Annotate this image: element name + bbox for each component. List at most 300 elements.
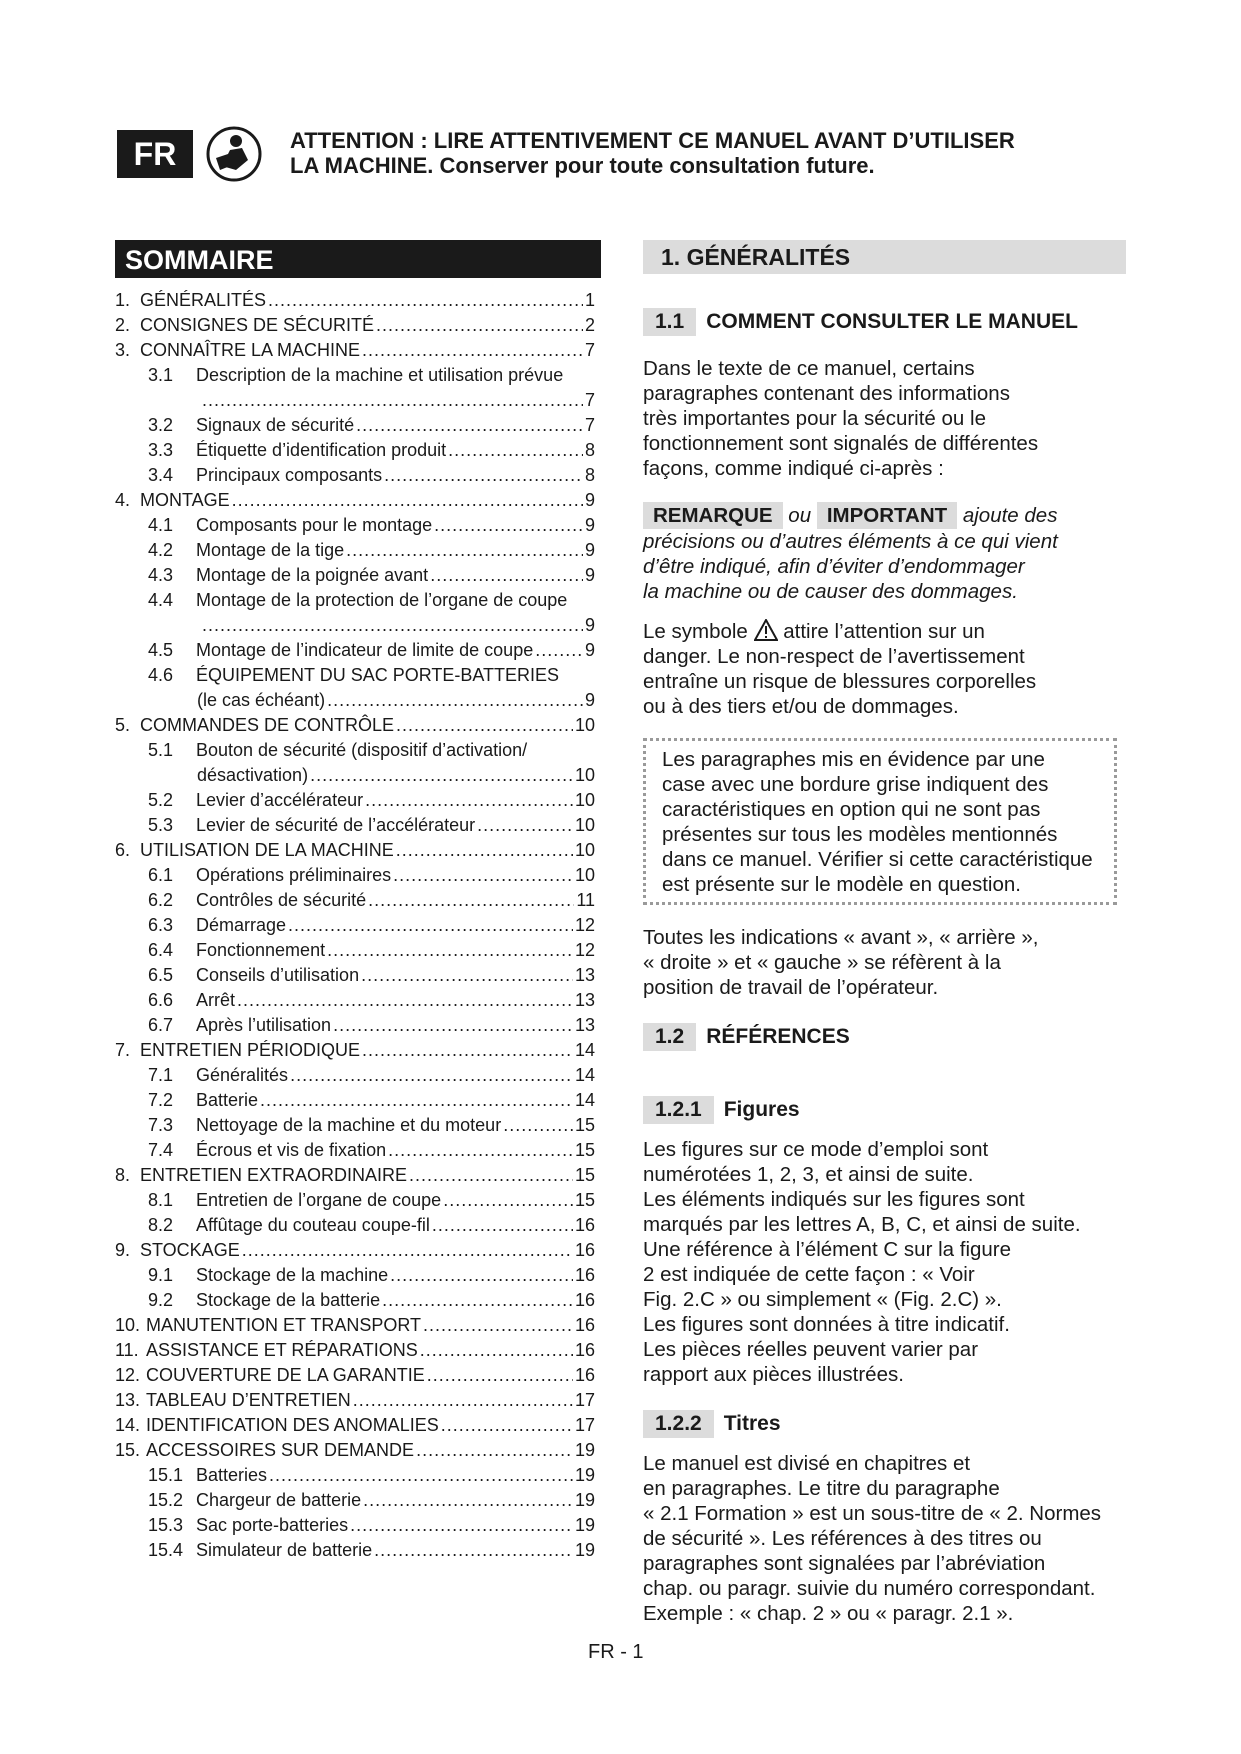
warning-header [290, 128, 1015, 178]
toc-leader-dots [365, 788, 573, 813]
toc-page: 13 [574, 1015, 595, 1035]
toc-leader-dots [388, 1138, 573, 1163]
toc-page: 16 [574, 1340, 595, 1360]
page-number: FR - 1 [588, 1641, 644, 1663]
toc-page: 12 [574, 915, 595, 935]
toc-page: 15 [574, 1140, 595, 1160]
text-line: Les figures sur ce mode d’emploi sont [643, 1138, 989, 1161]
toc-entry[interactable] [115, 1013, 595, 1038]
toc-number: 4.2 [148, 540, 174, 560]
text-line: précisions ou d’autres éléments à ce qui vient [643, 530, 1058, 553]
toc-label: ENTRETIEN PÉRIODIQUE [140, 1040, 361, 1060]
toc-entry[interactable] [115, 788, 595, 813]
text-line: Le manuel est divisé en chapitres et [643, 1452, 971, 1475]
read-manual-icon [206, 126, 262, 182]
section-title: Figures [723, 1098, 800, 1121]
text-line: Les paragraphes mis en évidence par une [662, 748, 1045, 771]
toc-entry[interactable] [115, 538, 595, 563]
toc-page: 7 [584, 390, 595, 410]
toc-page: 2 [584, 315, 595, 335]
toc-page: 13 [574, 965, 595, 985]
toc-label: MANUTENTION ET TRANSPORT [146, 1315, 422, 1335]
toc-label: Stockage de la batterie [196, 1290, 381, 1310]
toc-label: Contrôles de sécurité [196, 890, 367, 910]
toc-label: ÉQUIPEMENT DU SAC PORTE-BATTERIES [196, 665, 560, 685]
toc-entry[interactable] [115, 1438, 595, 1463]
toc-entry[interactable] [115, 463, 595, 488]
text-line: paragraphes contenant des informations [643, 382, 1010, 405]
toc-number: 8. [115, 1165, 131, 1185]
toc-entry[interactable] [115, 338, 595, 363]
toc-leader-dots [448, 438, 583, 463]
toc-number: 6.7 [148, 1015, 174, 1035]
toc-page: 9 [584, 565, 595, 585]
text-line: paragraphes sont signalées par l’abréviation [643, 1552, 1046, 1575]
toc-number: 15. [115, 1440, 141, 1460]
toc-label: Affûtage du couteau coupe-fil [196, 1215, 430, 1235]
toc-number: 4.1 [148, 515, 174, 535]
intro-paragraph [643, 356, 1129, 481]
toc-label: Après l’utilisation [196, 1015, 332, 1035]
toc-leader-dots [420, 1338, 573, 1363]
text-line: Exemple : « chap. 2 » ou « paragr. 2.1 ». [643, 1602, 1014, 1625]
toc-number: 5.2 [148, 790, 174, 810]
toc-label: IDENTIFICATION DES ANOMALIES [146, 1415, 439, 1435]
toc-leader-dots [423, 1313, 573, 1338]
toc-page: 16 [574, 1290, 595, 1310]
toc-leader-dots [356, 413, 583, 438]
toc-leader-dots [443, 1188, 573, 1213]
text-line: Toutes les indications « avant », « arrière », [643, 926, 1039, 949]
toc-entry[interactable] [115, 1313, 595, 1338]
toc-entry[interactable] [115, 1038, 595, 1063]
toc-entry[interactable] [115, 913, 595, 938]
toc-entry[interactable] [115, 663, 595, 688]
toc-page: 9 [584, 640, 595, 660]
toc-label: Bouton de sécurité (dispositif d’activation/ [196, 740, 528, 760]
toc-entry[interactable] [115, 563, 595, 588]
toc-number: 7.3 [148, 1115, 174, 1135]
figures-paragraph [643, 1137, 1129, 1387]
or-word: ou [788, 504, 812, 527]
toc-number: 3.1 [148, 365, 174, 385]
language-code: FR [133, 135, 177, 172]
toc-entry[interactable] [115, 1238, 595, 1263]
toc-page: 14 [574, 1090, 595, 1110]
toc-leader-dots [327, 938, 573, 963]
toc-number: 7.4 [148, 1140, 174, 1160]
toc-page: 7 [584, 415, 595, 435]
toc-entry[interactable] [115, 1163, 595, 1188]
text-line: fonctionnement sont signalés de différentes [643, 432, 1039, 455]
toc-entry[interactable] [115, 388, 595, 413]
toc-label: Composants pour le montage [196, 515, 433, 535]
toc-entry[interactable] [115, 1288, 595, 1313]
section-1-2-heading [643, 1023, 850, 1051]
toc-number: 6.5 [148, 965, 174, 985]
text-line: Les éléments indiqués sur les figures sont [643, 1188, 1025, 1211]
toc-label: Levier de sécurité de l’accélérateur [196, 815, 476, 835]
toc-label: Chargeur de batterie [196, 1490, 362, 1510]
toc-entry[interactable] [115, 1488, 595, 1513]
toc-number: 7. [115, 1040, 131, 1060]
toc-leader-dots [382, 1288, 573, 1313]
toc-page: 9 [584, 515, 595, 535]
toc-label: Principaux composants [196, 465, 383, 485]
toc-number: 15.1 [148, 1465, 184, 1485]
toc-page: 9 [584, 690, 595, 710]
toc-label: Description de la machine et utilisation prévue [196, 365, 564, 385]
text-line: « 2.1 Formation » est un sous-titre de « 2. Normes [643, 1502, 1102, 1525]
toc-entry[interactable] [115, 963, 595, 988]
toc-label: Montage de l’indicateur de limite de coupe [196, 640, 534, 660]
toc-page: 1 [584, 290, 595, 310]
symbol-suffix: attire l’attention sur un [783, 620, 985, 643]
toc-label: COMMANDES DE CONTRÔLE [140, 715, 395, 735]
text-line: danger. Le non-respect de l’avertissement [643, 645, 1025, 668]
toc-page: 16 [574, 1215, 595, 1235]
toc-label: Conseils d’utilisation [196, 965, 360, 985]
toc-entry[interactable] [115, 1413, 595, 1438]
text-line: très importantes pour la sécurité ou le [643, 407, 986, 430]
toc-label: Montage de la tige [196, 540, 345, 560]
toc-number: 7.2 [148, 1090, 174, 1110]
toc-entry[interactable] [115, 1463, 595, 1488]
toc-page: 13 [574, 990, 595, 1010]
toc-number: 9.2 [148, 1290, 174, 1310]
toc-entry[interactable] [115, 713, 595, 738]
toc-entry[interactable] [115, 638, 595, 663]
toc-entry[interactable] [115, 988, 595, 1013]
toc-entry[interactable] [115, 888, 595, 913]
toc-entry[interactable] [115, 1088, 595, 1113]
toc-page: 10 [574, 790, 595, 810]
toc-number: 8.2 [148, 1215, 174, 1235]
toc-label: Stockage de la machine [196, 1265, 389, 1285]
remarque-label: REMARQUE [643, 502, 783, 529]
toc-leader-dots [260, 1088, 573, 1113]
symbol-prefix: Le symbole [643, 620, 748, 643]
section-number: 1.1 [643, 308, 696, 336]
toc-entry[interactable] [115, 1388, 595, 1413]
toc-entry[interactable] [115, 288, 595, 313]
toc-page: 17 [574, 1415, 595, 1435]
toc-entry[interactable] [115, 1363, 595, 1388]
text-line: Les pièces réelles peuvent varier par [643, 1338, 979, 1361]
toc-leader-dots [416, 1438, 573, 1463]
text-line: est présente sur le modèle en question. [662, 873, 1021, 896]
toc-entry[interactable] [115, 1138, 595, 1163]
toc-number: 3. [115, 340, 131, 360]
text-line: rapport aux pièces illustrées. [643, 1363, 904, 1386]
text-line: Les figures sont données à titre indicatif. [643, 1313, 1010, 1336]
toc-leader-dots [362, 1038, 573, 1063]
position-paragraph [643, 925, 1129, 1000]
toc-number: 4. [115, 490, 131, 510]
text-line: case avec une bordure grise indiquent des [662, 773, 1049, 796]
toc-label: MONTAGE [140, 490, 230, 510]
important-label: IMPORTANT [817, 502, 957, 529]
toc-page: 19 [574, 1490, 595, 1510]
text-line: de sécurité ». Les références à des titres ou [643, 1527, 1042, 1550]
toc-label: ENTRETIEN EXTRAORDINAIRE [140, 1165, 408, 1185]
toc-leader-dots [363, 1488, 573, 1513]
section-1-heading [643, 240, 1126, 274]
toc-title: SOMMAIRE [125, 245, 274, 275]
toc-leader-dots [327, 688, 583, 713]
toc-leader-dots [393, 863, 573, 888]
warning-line-2: LA MACHINE. Conserver pour toute consultation future. [290, 153, 875, 178]
text-line: position de travail de l’opérateur. [643, 976, 939, 999]
note-paragraph [643, 502, 1129, 604]
toc-number: 4.3 [148, 565, 174, 585]
toc-entry[interactable] [115, 1338, 595, 1363]
toc-label: Étiquette d’identification produit [196, 440, 447, 460]
toc-label: Généralités [196, 1065, 289, 1085]
toc-page: 19 [574, 1540, 595, 1560]
toc-heading [115, 240, 601, 278]
toc-leader-dots [427, 1363, 573, 1388]
toc-number: 5.3 [148, 815, 174, 835]
toc-leader-dots [535, 638, 583, 663]
toc-leader-dots [353, 1388, 573, 1413]
text-line: ou à des tiers et/ou de dommages. [643, 695, 959, 718]
text-line: d’être indiqué, afin d’éviter d’endommager [643, 555, 1025, 578]
toc-number: 9.1 [148, 1265, 174, 1285]
toc-number: 10. [115, 1315, 141, 1335]
toc-entry[interactable] [115, 1513, 595, 1538]
titles-paragraph [643, 1451, 1129, 1626]
toc-entry[interactable] [115, 363, 595, 388]
toc-label: Signaux de sécurité [196, 415, 355, 435]
toc-number: 15.3 [148, 1515, 184, 1535]
toc-leader-dots [350, 1513, 573, 1538]
toc-page: 19 [574, 1440, 595, 1460]
toc-leader-dots [390, 1263, 573, 1288]
toc-page: 9 [584, 615, 595, 635]
section-number: 1.2.1 [643, 1096, 714, 1124]
toc-label: désactivation) [197, 765, 309, 785]
warning-line-1: ATTENTION : LIRE ATTENTIVEMENT CE MANUEL AVANT D’UTILISER [290, 128, 1015, 153]
toc-page: 16 [574, 1315, 595, 1335]
toc-leader-dots [396, 713, 573, 738]
toc-number: 14. [115, 1415, 141, 1435]
toc-entry[interactable] [115, 763, 595, 788]
toc-leader-dots [202, 388, 583, 413]
toc-entry[interactable] [115, 688, 595, 713]
toc-leader-dots [310, 763, 573, 788]
section-number: 1.2 [643, 1023, 696, 1051]
toc-page: 7 [584, 340, 595, 360]
toc-leader-dots [268, 288, 583, 313]
toc-entry[interactable] [115, 613, 595, 638]
toc-entry[interactable] [115, 1188, 595, 1213]
toc-number: 13. [115, 1390, 141, 1410]
toc-entry[interactable] [115, 413, 595, 438]
toc-leader-dots [361, 963, 573, 988]
toc-number: 6.4 [148, 940, 174, 960]
toc-page: 12 [574, 940, 595, 960]
toc-leader-dots [232, 488, 583, 513]
toc-entry[interactable] [115, 1063, 595, 1088]
table-of-contents [115, 288, 595, 1563]
toc-leader-dots [333, 1013, 573, 1038]
toc-page: 10 [574, 715, 595, 735]
toc-page: 14 [574, 1040, 595, 1060]
section-title: Titres [723, 1412, 781, 1435]
toc-label: Montage de la poignée avant [196, 565, 429, 585]
toc-leader-dots [290, 1063, 573, 1088]
toc-leader-dots [346, 538, 583, 563]
toc-entry[interactable] [115, 938, 595, 963]
section-number: 1.2.2 [643, 1410, 714, 1438]
toc-label: Simulateur de batterie [196, 1540, 373, 1560]
toc-label: Nettoyage de la machine et du moteur [196, 1115, 502, 1135]
toc-number: 6.1 [148, 865, 174, 885]
toc-leader-dots [432, 1213, 573, 1238]
toc-label: STOCKAGE [140, 1240, 240, 1260]
toc-entry[interactable] [115, 813, 595, 838]
toc-label: Batterie [196, 1090, 259, 1110]
toc-leader-dots [202, 613, 583, 638]
toc-page: 17 [574, 1390, 595, 1410]
toc-page: 8 [584, 440, 595, 460]
toc-page: 9 [584, 540, 595, 560]
toc-leader-dots [362, 338, 583, 363]
text-line: présentes sur tous les modèles mentionnés [662, 823, 1058, 846]
toc-number: 6.3 [148, 915, 174, 935]
toc-leader-dots [396, 838, 573, 863]
toc-leader-dots [374, 1538, 573, 1563]
section-title: COMMENT CONSULTER LE MANUEL [706, 310, 1078, 333]
toc-leader-dots [376, 313, 583, 338]
text-line: façons, comme indiqué ci-après : [643, 457, 944, 480]
toc-number: 1. [115, 290, 131, 310]
danger-paragraph [643, 619, 1129, 719]
toc-page: 10 [574, 765, 595, 785]
text-line: Une référence à l’élément C sur la figure [643, 1238, 1012, 1261]
toc-entry[interactable] [115, 588, 595, 613]
note-first-line: ajoute des [962, 504, 1058, 527]
toc-page: 19 [574, 1465, 595, 1485]
toc-label: Démarrage [196, 915, 287, 935]
toc-label: Entretien de l’organe de coupe [196, 1190, 442, 1210]
toc-leader-dots [477, 813, 573, 838]
section-1-2-2-heading [643, 1410, 781, 1438]
toc-page: 10 [574, 840, 595, 860]
toc-number: 7.1 [148, 1065, 174, 1085]
toc-label: Batteries [196, 1465, 268, 1485]
toc-number: 9. [115, 1240, 131, 1260]
toc-leader-dots [384, 463, 583, 488]
toc-label: Levier d’accélérateur [196, 790, 364, 810]
warning-triangle-icon [754, 619, 778, 641]
toc-number: 6.6 [148, 990, 174, 1010]
text-line: « droite » et « gauche » se réfèrent à la [643, 951, 1001, 974]
optional-features-box [643, 738, 1117, 905]
toc-entry[interactable] [115, 838, 595, 863]
toc-leader-dots [441, 1413, 573, 1438]
toc-page: 16 [574, 1240, 595, 1260]
text-line: Fig. 2.C » ou simplement « (Fig. 2.C) ». [643, 1288, 1002, 1311]
section-1-1-heading [643, 308, 1078, 336]
toc-label: TABLEAU D’ENTRETIEN [146, 1390, 351, 1410]
text-line: entraîne un risque de blessures corporelles [643, 670, 1037, 693]
toc-page: 15 [574, 1165, 595, 1185]
language-badge [117, 130, 193, 178]
toc-page: 9 [584, 490, 595, 510]
toc-page: 10 [574, 865, 595, 885]
toc-label: COUVERTURE DE LA GARANTIE [146, 1365, 425, 1385]
toc-page: 15 [574, 1115, 595, 1135]
toc-page: 11 [576, 890, 595, 910]
toc-number: 5. [115, 715, 131, 735]
text-line: en paragraphes. Le titre du paragraphe [643, 1477, 1000, 1500]
text-line: marqués par les lettres A, B, C, et ainsi de suite. [643, 1213, 1081, 1236]
toc-number: 6. [115, 840, 131, 860]
toc-leader-dots [288, 913, 573, 938]
toc-entry[interactable] [115, 438, 595, 463]
toc-entry[interactable] [115, 1538, 595, 1563]
toc-label: GÉNÉRALITÉS [140, 290, 267, 310]
toc-number: 4.4 [148, 590, 174, 610]
toc-leader-dots [368, 888, 574, 913]
toc-number: 4.6 [148, 665, 174, 685]
toc-entry[interactable] [115, 513, 595, 538]
section-1-2-1-heading [643, 1096, 800, 1124]
toc-entry[interactable] [115, 1213, 595, 1238]
toc-number: 15.4 [148, 1540, 184, 1560]
toc-number: 11. [115, 1340, 139, 1360]
toc-number: 3.3 [148, 440, 174, 460]
toc-label: Arrêt [196, 990, 236, 1010]
toc-leader-dots [242, 1238, 573, 1263]
toc-page: 10 [574, 815, 595, 835]
toc-page: 8 [584, 465, 595, 485]
toc-label: ASSISTANCE ET RÉPARATIONS [146, 1340, 418, 1360]
toc-leader-dots [409, 1163, 573, 1188]
toc-number: 8.1 [148, 1190, 174, 1210]
toc-number: 3.2 [148, 415, 174, 435]
toc-label: (le cas échéant) [197, 690, 326, 710]
toc-number: 15.2 [148, 1490, 184, 1510]
text-line: Dans le texte de ce manuel, certains [643, 357, 975, 380]
toc-label: Écrous et vis de fixation [196, 1140, 387, 1160]
toc-entry[interactable] [115, 1263, 595, 1288]
toc-leader-dots [237, 988, 573, 1013]
toc-number: 12. [115, 1365, 141, 1385]
toc-entry[interactable] [115, 738, 595, 763]
toc-label: Opérations préliminaires [196, 865, 392, 885]
toc-entry[interactable] [115, 863, 595, 888]
text-line: 2 est indiquée de cette façon : « Voir [643, 1263, 975, 1286]
toc-label: Sac porte-batteries [196, 1515, 349, 1535]
toc-entry[interactable] [115, 488, 595, 513]
toc-label: Montage de la protection de l’organe de coupe [196, 590, 568, 610]
toc-label: CONNAÎTRE LA MACHINE [140, 340, 361, 360]
toc-leader-dots [503, 1113, 573, 1138]
toc-leader-dots [269, 1463, 573, 1488]
section-1-title: 1. GÉNÉRALITÉS [661, 244, 851, 270]
toc-label: CONSIGNES DE SÉCURITÉ [140, 315, 375, 335]
toc-entry[interactable] [115, 313, 595, 338]
toc-page: 15 [574, 1190, 595, 1210]
section-title: RÉFÉRENCES [706, 1025, 850, 1048]
toc-entry[interactable] [115, 1113, 595, 1138]
toc-number: 2. [115, 315, 131, 335]
text-line: dans ce manuel. Vérifier si cette caractéristique [662, 848, 1093, 871]
toc-page: 16 [574, 1265, 595, 1285]
